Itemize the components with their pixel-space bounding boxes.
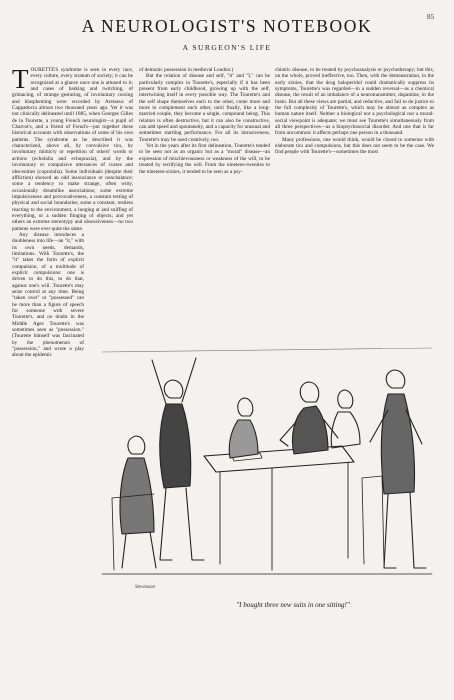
paragraph-7: Many professions, one would think, would be closed to someone with elaborate tics and compulsions, but this does not seem to be the case. We find people with Tourette's—sometimes the most <box>275 136 434 156</box>
page-number: 85 <box>427 13 434 21</box>
column-2 <box>139 67 270 335</box>
paragraph-6: chiatric disease, to be treated by psychoanalysis or psychotherapy; but this, on the whole, proved ineffective, too. Then, with the demonstration, in the early sixties, that the drug haloperidol could dramatically suppress its symptoms, Tourette's was regarded—in a sudden reversal—as a chemical disease, the result of an imbalance of a neurotransmitter, dopamine, in the brain. But all these views are partial, and reductive, and fail to do justice to the full complexity of Tourette's, which may be almost as complex as human nature itself. Neither a biological nor a psychological nor a moral-social viewpoint is adequate; we must see Tourette's simultaneously from all three perspectives—as a biopsychosocial disorder. And one that is far from uncommon: it affects perhaps one person in a thousand. <box>275 67 434 137</box>
artist-signature: Stevenson <box>135 585 155 590</box>
paragraph-4: But the relation of disease and self, "it" and "I," can be particularly complex in Tourette's, especially if it has been present from early childhood, growing up with the self, intertwining itself in every possible way. The Tourette's and the self shape themselves each to the other, come more and more to complement each other, until finally, like a long-married couple, they become a single, compound being. This relation is often destructive, but it can also be constructive, can add speed and spontaneity, and a capacity for unusual and sometimes startling performance. For all its intrusiveness, Tourette's may be used creatively, too. <box>139 73 270 143</box>
subhead: A SURGEON'S LIFE <box>182 43 272 52</box>
narrow-block <box>12 232 84 359</box>
paragraph-2: Any disease introduces a doubleness into life—an "it," with its own needs, demands, limitations. With Tourette's, the "it" takes the form of explicit compulsion, of a multitude of explicit compulsions: one is driven to do this, to do that, against one's will. Tourette's may seize control at any time. Being "taken over" or "possessed" can be more than a figure of speech for someone with severe Tourette's, and no doubt in the Middle Ages Tourette's was sometimes seen as "possession." (Tourette himself was fascinated by the phenomenon of "possession," and wrote a play about the epidemic <box>12 231 84 359</box>
paragraph-1 <box>12 67 133 232</box>
drop-cap: T <box>12 67 29 94</box>
cartoon-caption: "I bought three new suits in one sitting!" <box>236 601 350 609</box>
cartoon-illustration <box>92 338 446 586</box>
paragraph-5: Yet in the years after its first delineation, Tourette's tended to be seen not as an organic but as a "moral" disease—an expression of mischievousness or weakness of the will, to be treated by rectifying the will. From the nineteen-twenties to the nineteen-sixties, it tended to be seen as a psy- <box>139 143 270 175</box>
headline: A NEUROLOGIST'S NOTEBOOK <box>81 16 373 36</box>
paragraph-3: of demonic possession in medieval Loudun.) <box>139 67 234 73</box>
paragraph-1-text: OURETTE'S syndrome is seen in every race, every culture, every stratum of society; it can be recognized at a glance once one is attuned to it; and cases of barking and twitching, of grimacing, of strange gesturing, of involuntary cursing and blaspheming were recorded by Aretaeus of Cappadocia almost two thousand years ago. Yet it was not clinically delineated until 1885, when Georges Gilles de la Tourette, a young French neurologist—a pupil of Charcot's, and a friend of Freud's—put together these historical accounts with observations of some of his own patients. The syndrome as he described it was characterized, above all, by convulsive tics, by involuntary mimicry or repetition of others' words or actions (echolalia and echopraxia), and by the involuntary or compulsive utterances of curses and obscenities (coprolalia). Some individuals (despite their affliction) showed an odd insouciance or nonchalance; some a tendency to make strange, often witty, occasionally dreamlike associations; some extreme impulsiveness and provocativeness, a constant testing of physical and social boundaries; some a constant, restless reacting to the environment, a lunging at and sniffing of everything, or a sudden flinging of objects; and yet others an extreme stereotypy and obsessiveness—no two patients were ever quite the same. <box>12 67 133 232</box>
column-3 <box>275 67 434 335</box>
